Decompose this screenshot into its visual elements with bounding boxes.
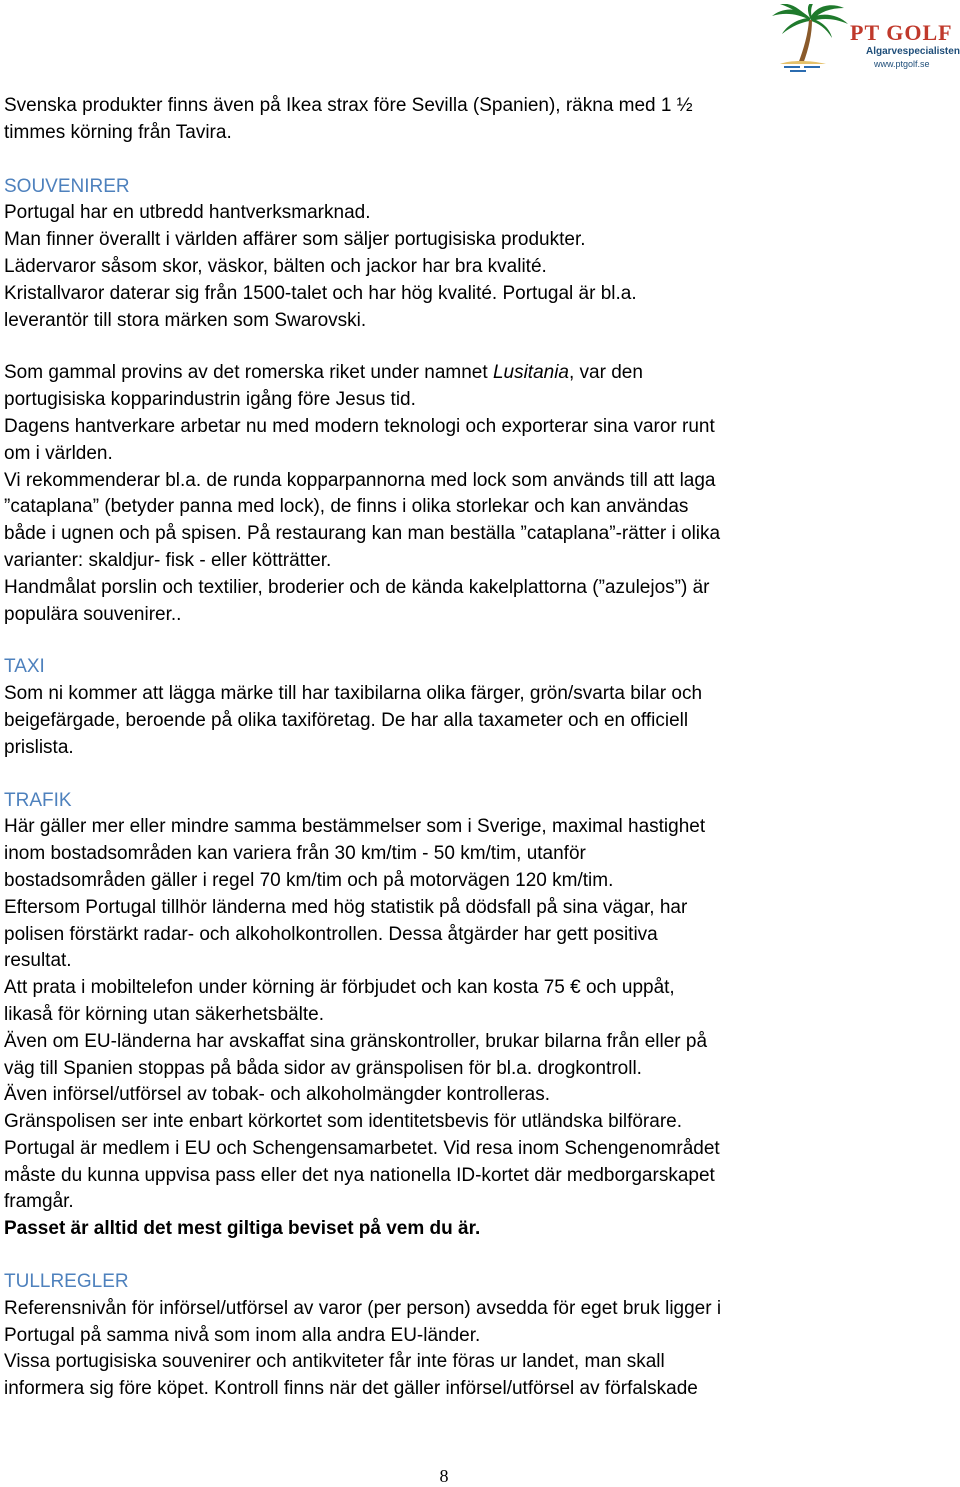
body-line: måste du kunna uppvisa pass eller det nya nationella ID-kortet där medborgarskapet xyxy=(4,1164,715,1186)
body-line: Portugal är medlem i EU och Schengensamarbetet. Vid resa inom Schengenområdet xyxy=(4,1137,720,1159)
body-line: Som ni kommer att lägga märke till har taxibilarna olika färger, grön/svarta bilar och xyxy=(4,683,703,705)
body-line: Dagens hantverkare arbetar nu med modern teknologi och exporterar sina varor runt xyxy=(4,415,715,437)
body-line: Kristallvaror daterar sig från 1500-talet och har hög kvalité. Portugal är bl.a. xyxy=(4,282,637,304)
italic-term: Lusitania xyxy=(492,362,569,384)
body-line: prislista. xyxy=(4,736,74,758)
body-line: leverantör till stora märken som Swarovski. xyxy=(4,309,367,331)
body-line: både i ugnen och på spisen. På restaurang kan man beställa ”cataplana”-rätter i olika xyxy=(4,523,721,545)
body-line: Man finner överallt i världen affärer som säljer portugisiska produkter. xyxy=(4,229,586,251)
section-heading-tullregler: TULLREGLER xyxy=(4,1271,129,1293)
body-line: portugisiska kopparindustrin igång före Jesus tid. xyxy=(4,389,416,411)
body-line: beigefärgade, beroende på olika taxiföretag. De har alla taxameter och en officiell xyxy=(4,709,689,731)
body-text: , var den xyxy=(569,362,643,384)
logo-brand: PT GOLF xyxy=(850,20,953,45)
body-line: Även om EU-länderna har avskaffat sina gränskontroller, brukar bilarna från eller på xyxy=(4,1030,708,1052)
page-number: 8 xyxy=(439,1466,449,1486)
body-line: informera sig före köpet. Kontroll finns när det gäller införsel/utförsel av förfalskade xyxy=(4,1378,698,1400)
body-line: Vissa portugisiska souvenirer och antikviteter får inte föras ur landet, man skall xyxy=(4,1351,665,1373)
body-line: Eftersom Portugal tillhör länderna med hög statistik på dödsfall på sina vägar, har xyxy=(4,896,688,918)
section-heading-taxi: TAXI xyxy=(4,656,45,678)
bold-statement: Passet är alltid det mest giltiga beviset på vem du är. xyxy=(4,1218,481,1240)
body-line: om i världen. xyxy=(4,442,113,464)
body-line: polisen förstärkt radar- och alkoholkontrollen. Dessa åtgärder har gett positiva xyxy=(4,923,658,945)
body-line: populära souvenirer.. xyxy=(4,603,182,625)
intro-line: Svenska produkter finns även på Ikea strax före Sevilla (Spanien), räkna med 1 ½ xyxy=(4,95,693,116)
body-line: Vi rekommenderar bl.a. de runda kopparpannorna med lock som används till att laga xyxy=(4,469,716,491)
body-text: Som gammal provins av det romerska riket under namnet xyxy=(4,362,493,384)
logo-tagline: Algarvespecialisten xyxy=(866,46,960,57)
body-line: varianter: skaldjur- fisk - eller kötträtter. xyxy=(4,549,332,571)
document-body xyxy=(4,93,954,1403)
body-line: Portugal har en utbredd hantverksmarknad. xyxy=(4,202,371,224)
body-line: bostadsområden gäller i regel 70 km/tim och på motorvägen 120 km/tim. xyxy=(4,869,614,891)
body-line: Att prata i mobiltelefon under körning är förbjudet och kan kosta 75 € och uppåt, xyxy=(4,977,675,999)
body-line: Gränspolisen ser inte enbart körkortet som identitetsbevis för utländska bilförare. xyxy=(4,1111,682,1133)
body-line: framgår. xyxy=(4,1191,74,1213)
body-line: Handmålat porslin och textilier, broderier och de kända kakelplattorna (”azulejos”) är xyxy=(4,576,710,598)
body-line: inom bostadsområden kan variera från 30 km/tim - 50 km/tim, utanför xyxy=(4,843,586,865)
body-line: Lädervaror såsom skor, väskor, bälten och jackor har bra kvalité. xyxy=(4,255,547,277)
lusitania-line xyxy=(4,360,954,387)
body-line: Här gäller mer eller mindre samma bestämmelser som i Sverige, maximal hastighet xyxy=(4,816,706,838)
body-line: Även införsel/utförsel av tobak- och alkoholmängder kontrolleras. xyxy=(4,1084,551,1106)
body-line: likaså för körning utan säkerhetsbälte. xyxy=(4,1003,325,1025)
intro-line: timmes körning från Tavira. xyxy=(4,121,232,143)
pt-golf-logo xyxy=(770,4,960,72)
body-line: Portugal på samma nivå som inom alla andra EU-länder. xyxy=(4,1324,481,1346)
logo-url: www.ptgolf.se xyxy=(874,59,930,69)
section-heading-trafik: TRAFIK xyxy=(4,789,72,811)
section-heading-souvenirer: SOUVENIRER xyxy=(4,175,130,197)
body-line: väg till Spanien stoppas på båda sidor av gränspolisen för bl.a. drogkontroll. xyxy=(4,1057,642,1079)
body-line: resultat. xyxy=(4,950,72,972)
body-line: ”cataplana” (betyder panna med lock), de finns i olika storlekar och kan användas xyxy=(4,496,689,518)
body-line: Referensnivån för införsel/utförsel av varor (per person) avsedda för eget bruk ligger i xyxy=(4,1297,722,1319)
